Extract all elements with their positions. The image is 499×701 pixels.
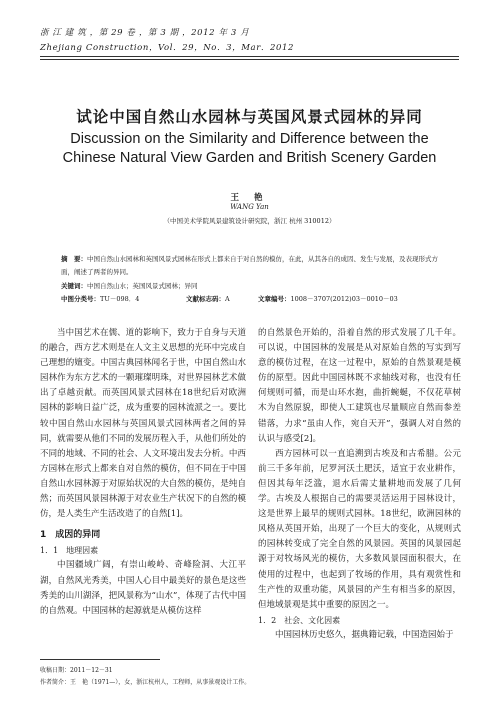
class-label: 中图分类号： bbox=[61, 295, 100, 303]
header-rule-bottom bbox=[40, 59, 459, 60]
section-heading-1: 1 成因的异同 bbox=[40, 530, 101, 541]
journal-header-en: Zhejiang Construction，Vol．29，No．3，Mar．2012 bbox=[40, 43, 294, 53]
body-column-left bbox=[40, 326, 246, 619]
header-rule-top bbox=[40, 56, 459, 57]
classification-line bbox=[61, 293, 441, 306]
keywords-label: 关键词： bbox=[61, 282, 87, 290]
class-value: TU－098．4 bbox=[100, 295, 140, 303]
title-english-line1: Discussion on the Similarity and Difference between the bbox=[70, 131, 429, 147]
paragraph-right-1: 的自然景色开始的，沿着自然的形式发展了几千年。可以说，中国园林的发展是从对原始自然的写实到写意的模仿过程，在这一过程中，原始的自然景观是模仿的原型。因此中国园林既不求轴线对称，也没有任何规则可循，而是山环水抱，曲折蜿蜒，不仅花草树木为自然原貌，即使人工建筑也尽量顺应自然而参差错落，力求“虽由人作，宛自天开”，强调人对自然的认识与感受[2]。 bbox=[258, 328, 461, 444]
abstract bbox=[61, 253, 441, 278]
author-bio: 作者简介：王 艳（1971—），女，浙江杭州人，工程师，从事景观设计工作。 bbox=[40, 679, 251, 686]
article-value: 1008－3707(2012)03－0010－03 bbox=[290, 295, 398, 303]
received-date: 收稿日期：2011－12－31 bbox=[40, 667, 113, 674]
title-english-line2: Chinese Natural View Garden and British Scenery Garden bbox=[62, 150, 437, 166]
author-name-en: WANG Yan bbox=[230, 203, 269, 211]
body-column-right bbox=[258, 326, 461, 643]
footnote-rule bbox=[40, 659, 160, 660]
subsection-heading-1-1: 1．1 地理因素 bbox=[40, 546, 99, 556]
doc-label: 文献标志码： bbox=[186, 295, 225, 303]
paragraph-right-2: 西方园林可以一直追溯到古埃及和古希腊。公元前三千多年前，尼罗河沃土肥沃，适宜于农业耕作，但因其每年泛滥，退水后需丈量耕地而发展了几何学。古埃及人根据自己的需要灵活运用于园林设计，这是世界上最早的规则式园林。18世纪，欧洲园林的风格从英国开始，出现了一个巨大的变化，从规则式的园林转变成了完全自然的风景园。英国的风景园起源于对牧场风光的模仿，大多数风景园面积很大，在使用的过程中，也起到了牧场的作用，具有观赏性和生产性的双重功能，风景园的产生有相当多的原因，但地域景观是其中重要的原因之一。 bbox=[258, 448, 461, 610]
author-name: 王 艳 bbox=[230, 193, 269, 203]
intro-paragraph: 当中国艺术在儒、道的影响下，致力于自身与天道的融合，西方艺术则是在人文主义思想的光环中完成自己理想的嬗变。中国古典园林闻名于世，中国自然山水园林作为东方艺术的一颗璀璨明珠，对世界园林艺术做出了卓越贡献。而英国风景式园林在18世纪后对欧洲园林的影响日益广泛，成为重要的园林流派之一。要比较中国自然山水园林与英国风景式园林两者之间的异同，就需要从他们不同的发展历程入手，从他们所处的不同的地域、不同的社会、人文环境出发去分析。中西方园林在形式上都来自对自然的模仿，但不同在于中国自然山水园林源于对原始状况的大自然的模仿，是纯自然；而英国风景园林源于对农业生产状况下的自然的模仿，是人类生产生活改造了的自然[1]。 bbox=[40, 328, 246, 520]
abstract-label: 摘 要： bbox=[61, 255, 87, 263]
keywords bbox=[61, 280, 441, 293]
journal-header-cn: 浙 江 建 筑 ，第 29 卷 ，第 3 期 ，2012 年 3 月 bbox=[40, 28, 250, 38]
doc-value: A bbox=[225, 295, 230, 303]
paragraph-1-1: 中国疆域广阔，有崇山峻岭、奇峰险洞、大江平湖，自然风光秀美，中国人心目中最美好的景色是这些秀美的山川湖泽，把风景称为“山水”，体现了古代中国的自然观。中国园林的起源就是从模仿这样 bbox=[40, 560, 246, 616]
abstract-text: 中国自然山水园林和英国风景式园林在形式上都来自于对自然的模仿，在此，从其各自的成因、发生与发展，及表现形式方面，阐述了两者的异同。 bbox=[61, 255, 438, 276]
keywords-text: 中国自然山水；英国风景式园林；异同 bbox=[87, 282, 198, 290]
subsection-heading-1-2: 1．2 社会、文化因素 bbox=[258, 615, 341, 625]
title-chinese: 试论中国自然山水园林与英国风景式园林的异同 bbox=[76, 108, 423, 126]
author-affiliation: （中国美术学院风景建筑设计研究院，浙江 杭州 310012） bbox=[163, 217, 336, 225]
paragraph-right-3: 中国园林历史悠久，据典籍记载，中国造园始于 bbox=[275, 629, 454, 640]
article-label: 文章编号： bbox=[258, 295, 291, 303]
